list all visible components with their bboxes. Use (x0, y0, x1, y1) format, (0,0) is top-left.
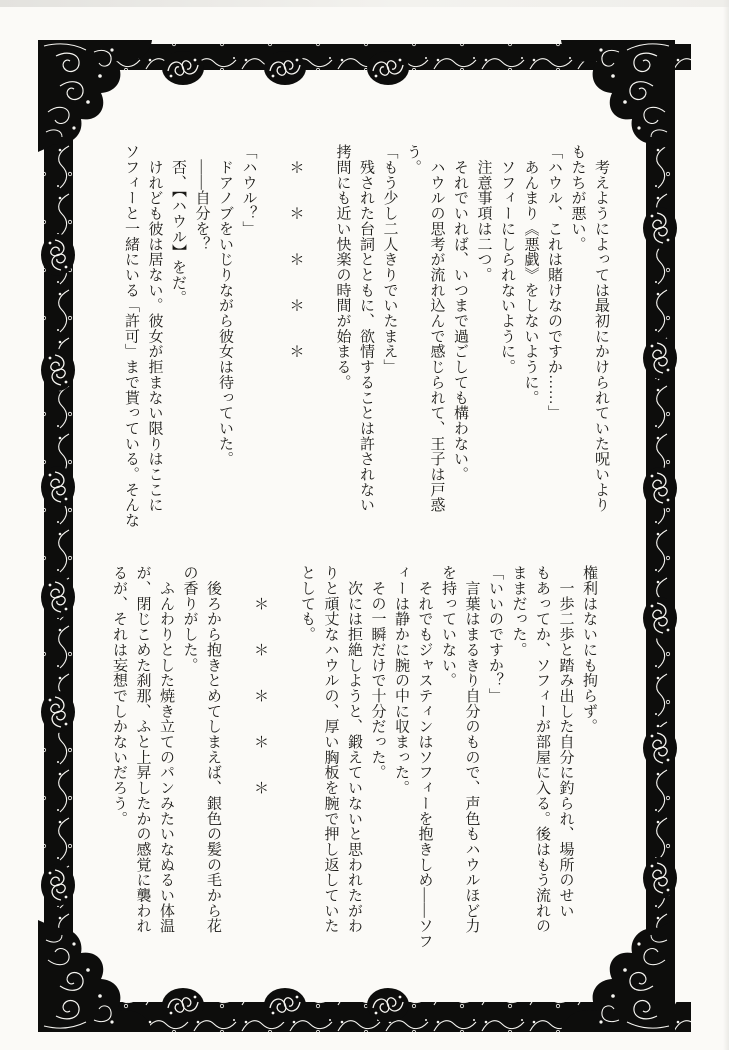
text-column: が、閉じこめた刹那、ふと上昇したかの感覚に襲われ (134, 565, 151, 934)
text-column: ——自分を？ (193, 144, 210, 252)
text-column: ＊ ＊ ＊ ＊ ＊ (252, 565, 268, 796)
text-column: ソフィーにしられないように。 (499, 144, 515, 375)
text-column (271, 565, 295, 965)
text-column: ィーは静かに腕の中に収まった。 (393, 565, 409, 796)
text-column: 否、【ハウル】をだ。 (170, 144, 186, 306)
text-column: ままだった。 (510, 565, 527, 658)
text-column: 考えようによっては最初にかけられていた呪いより (593, 144, 609, 513)
text-column: 残された台詞とともに、欲情することは許されない (358, 144, 374, 513)
top-text-block (119, 144, 613, 544)
medallion-icon (41, 466, 75, 508)
text-column (307, 144, 331, 544)
text-column: もたちが悪い。 (569, 144, 586, 252)
text-column (260, 144, 284, 544)
medallion-icon (264, 988, 306, 1022)
text-column: それでもジャスティンはソフィーを抱きしめ——ソフ (416, 565, 433, 949)
text-column: 権利はないにも拘らず。 (581, 565, 597, 734)
medallion-icon (643, 727, 677, 769)
text-column: けれども彼は居ない。彼女が拒まない限りはここに (146, 144, 163, 513)
medallion-icon (41, 234, 75, 276)
text-column: ソフィーと一緒にいる「許可」まで貰っている。そんな (123, 144, 139, 528)
medallion-icon (643, 207, 677, 249)
text-column: の香りがした。 (181, 565, 198, 673)
text-column: それでいれば、いつまで過ごしても構わない。 (452, 144, 468, 482)
text-column: 拷問にも近い快楽の時間が始まる。 (334, 144, 351, 390)
bottom-text-block (107, 565, 601, 965)
medallion-icon (643, 857, 677, 899)
medallion-icon (367, 51, 409, 85)
text-column: う。 (405, 144, 421, 175)
medallion-icon (643, 467, 677, 509)
text-column: 「ハウル、これは賭けなのですか……」 (546, 144, 562, 421)
text-column: ドアノブをいじりながら彼女は待っていた。 (217, 144, 233, 467)
text-column: 後ろから抱きとめてしまえば、銀色の髪の毛から花 (205, 565, 221, 934)
medallion-icon (162, 988, 204, 1022)
text-column: ハウルの思考が流れ込んで感じられて、王子は戸惑 (428, 144, 445, 513)
text-column: 次には拒絶しようと、鍛えていないと思われたがわ (346, 565, 362, 934)
text-column: ＊ ＊ ＊ ＊ ＊ (287, 144, 304, 359)
text-column: 一歩二歩と踏み出した自分に釣られ、場所のせい (557, 565, 574, 919)
text-column (224, 565, 248, 965)
medallion-icon (643, 597, 677, 639)
medallion-icon (162, 51, 204, 85)
medallion-icon (41, 576, 75, 618)
medallion-icon (41, 691, 75, 733)
text-column: もあってか、ソフィーが部屋に入る。後はもう流れの (534, 565, 550, 934)
text-column: を持っていない。 (440, 565, 456, 688)
text-column: としても。 (299, 565, 315, 642)
text-column: りと頑丈なハウルの、厚い胸板を腕で押し返していた (322, 565, 339, 934)
medallion-icon (643, 337, 677, 379)
text-column: るが、それは妄想でしかないだろう。 (111, 565, 127, 826)
medallion-icon (41, 349, 75, 391)
medallion-icon (41, 864, 75, 906)
text-column: 「ハウル？」 (240, 144, 257, 237)
text-column: 「もう少し二人きりでいたまえ」 (381, 144, 398, 375)
text-column: 「いいのですか？」 (487, 565, 503, 704)
corner-ornament-top-right (561, 40, 675, 152)
corner-ornament-top-left (38, 40, 152, 152)
text-column: その一瞬だけで十分だった。 (369, 565, 386, 780)
text-column: 注意事項は二つ。 (475, 144, 492, 283)
text-column: ふんわりとした焼き立てのパンみたいなぬるい体温 (158, 565, 174, 934)
text-column: あんまり《悪戯》をしないように。 (522, 144, 539, 405)
medallion-icon (264, 51, 306, 85)
medallion-icon (367, 988, 409, 1022)
text-column: 言葉はまるきり自分のもので、声色もハウルほど力 (463, 565, 480, 934)
